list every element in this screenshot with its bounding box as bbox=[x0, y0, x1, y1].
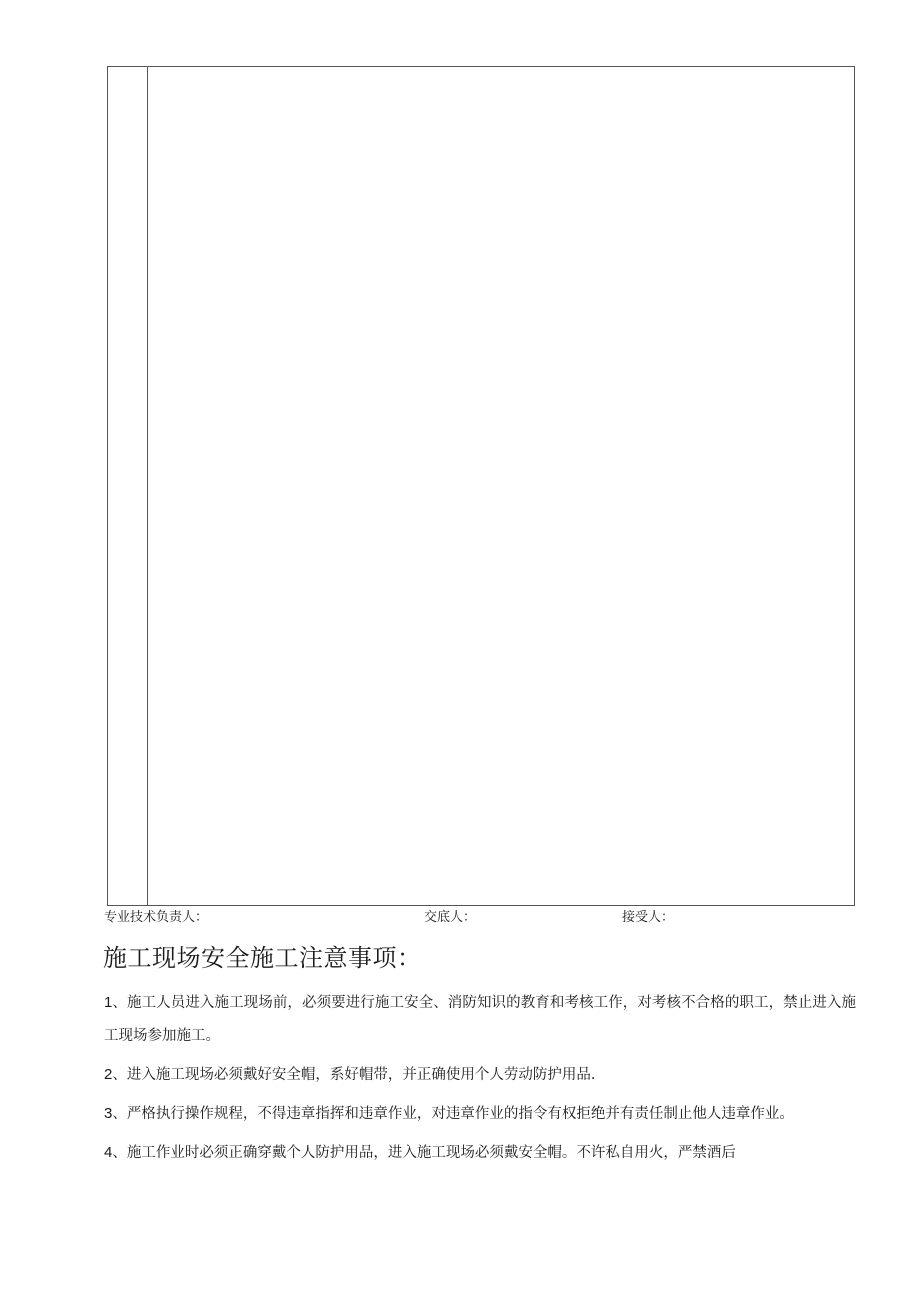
note-text: 、严格执行操作规程，不得违章指挥和违章作业，对违章作业的指令有权拒绝并有责任制止他人违章作业。 bbox=[112, 1106, 794, 1122]
receiver-signature-label: 接受人： bbox=[622, 910, 675, 925]
note-item-1 bbox=[104, 986, 856, 1053]
signature-row bbox=[0, 908, 920, 928]
note-item-3 bbox=[104, 1097, 856, 1131]
notes-title: 施工现场安全施工注意事项： bbox=[103, 944, 422, 972]
table-content-cell bbox=[148, 67, 854, 905]
table-label-column bbox=[108, 67, 147, 905]
note-item-4 bbox=[104, 1136, 856, 1170]
note-text: 、施工作业时必须正确穿戴个人防护用品，进入施工现场必须戴安全帽。不许私自用火，严禁酒后 bbox=[112, 1145, 736, 1161]
safety-notes-list bbox=[104, 986, 856, 1175]
tech-lead-signature-label: 专业技术负责人： bbox=[104, 910, 209, 925]
note-text: 、进入施工现场必须戴好安全帽，系好帽带，并正确使用个人劳动防护用品. bbox=[112, 1067, 596, 1083]
note-number: 3 bbox=[104, 1105, 113, 1122]
disclosure-form-table bbox=[107, 66, 855, 906]
note-number: 2 bbox=[104, 1066, 113, 1083]
note-number: 4 bbox=[104, 1144, 113, 1161]
note-text: 、施工人员进入施工现场前，必须要进行施工安全、消防知识的教育和考核工作，对考核不合格的职工，禁止进入施工现场参加施工。 bbox=[104, 995, 856, 1044]
note-item-2 bbox=[104, 1058, 856, 1092]
giver-signature-label: 交底人： bbox=[424, 910, 477, 925]
note-number: 1 bbox=[104, 994, 113, 1011]
